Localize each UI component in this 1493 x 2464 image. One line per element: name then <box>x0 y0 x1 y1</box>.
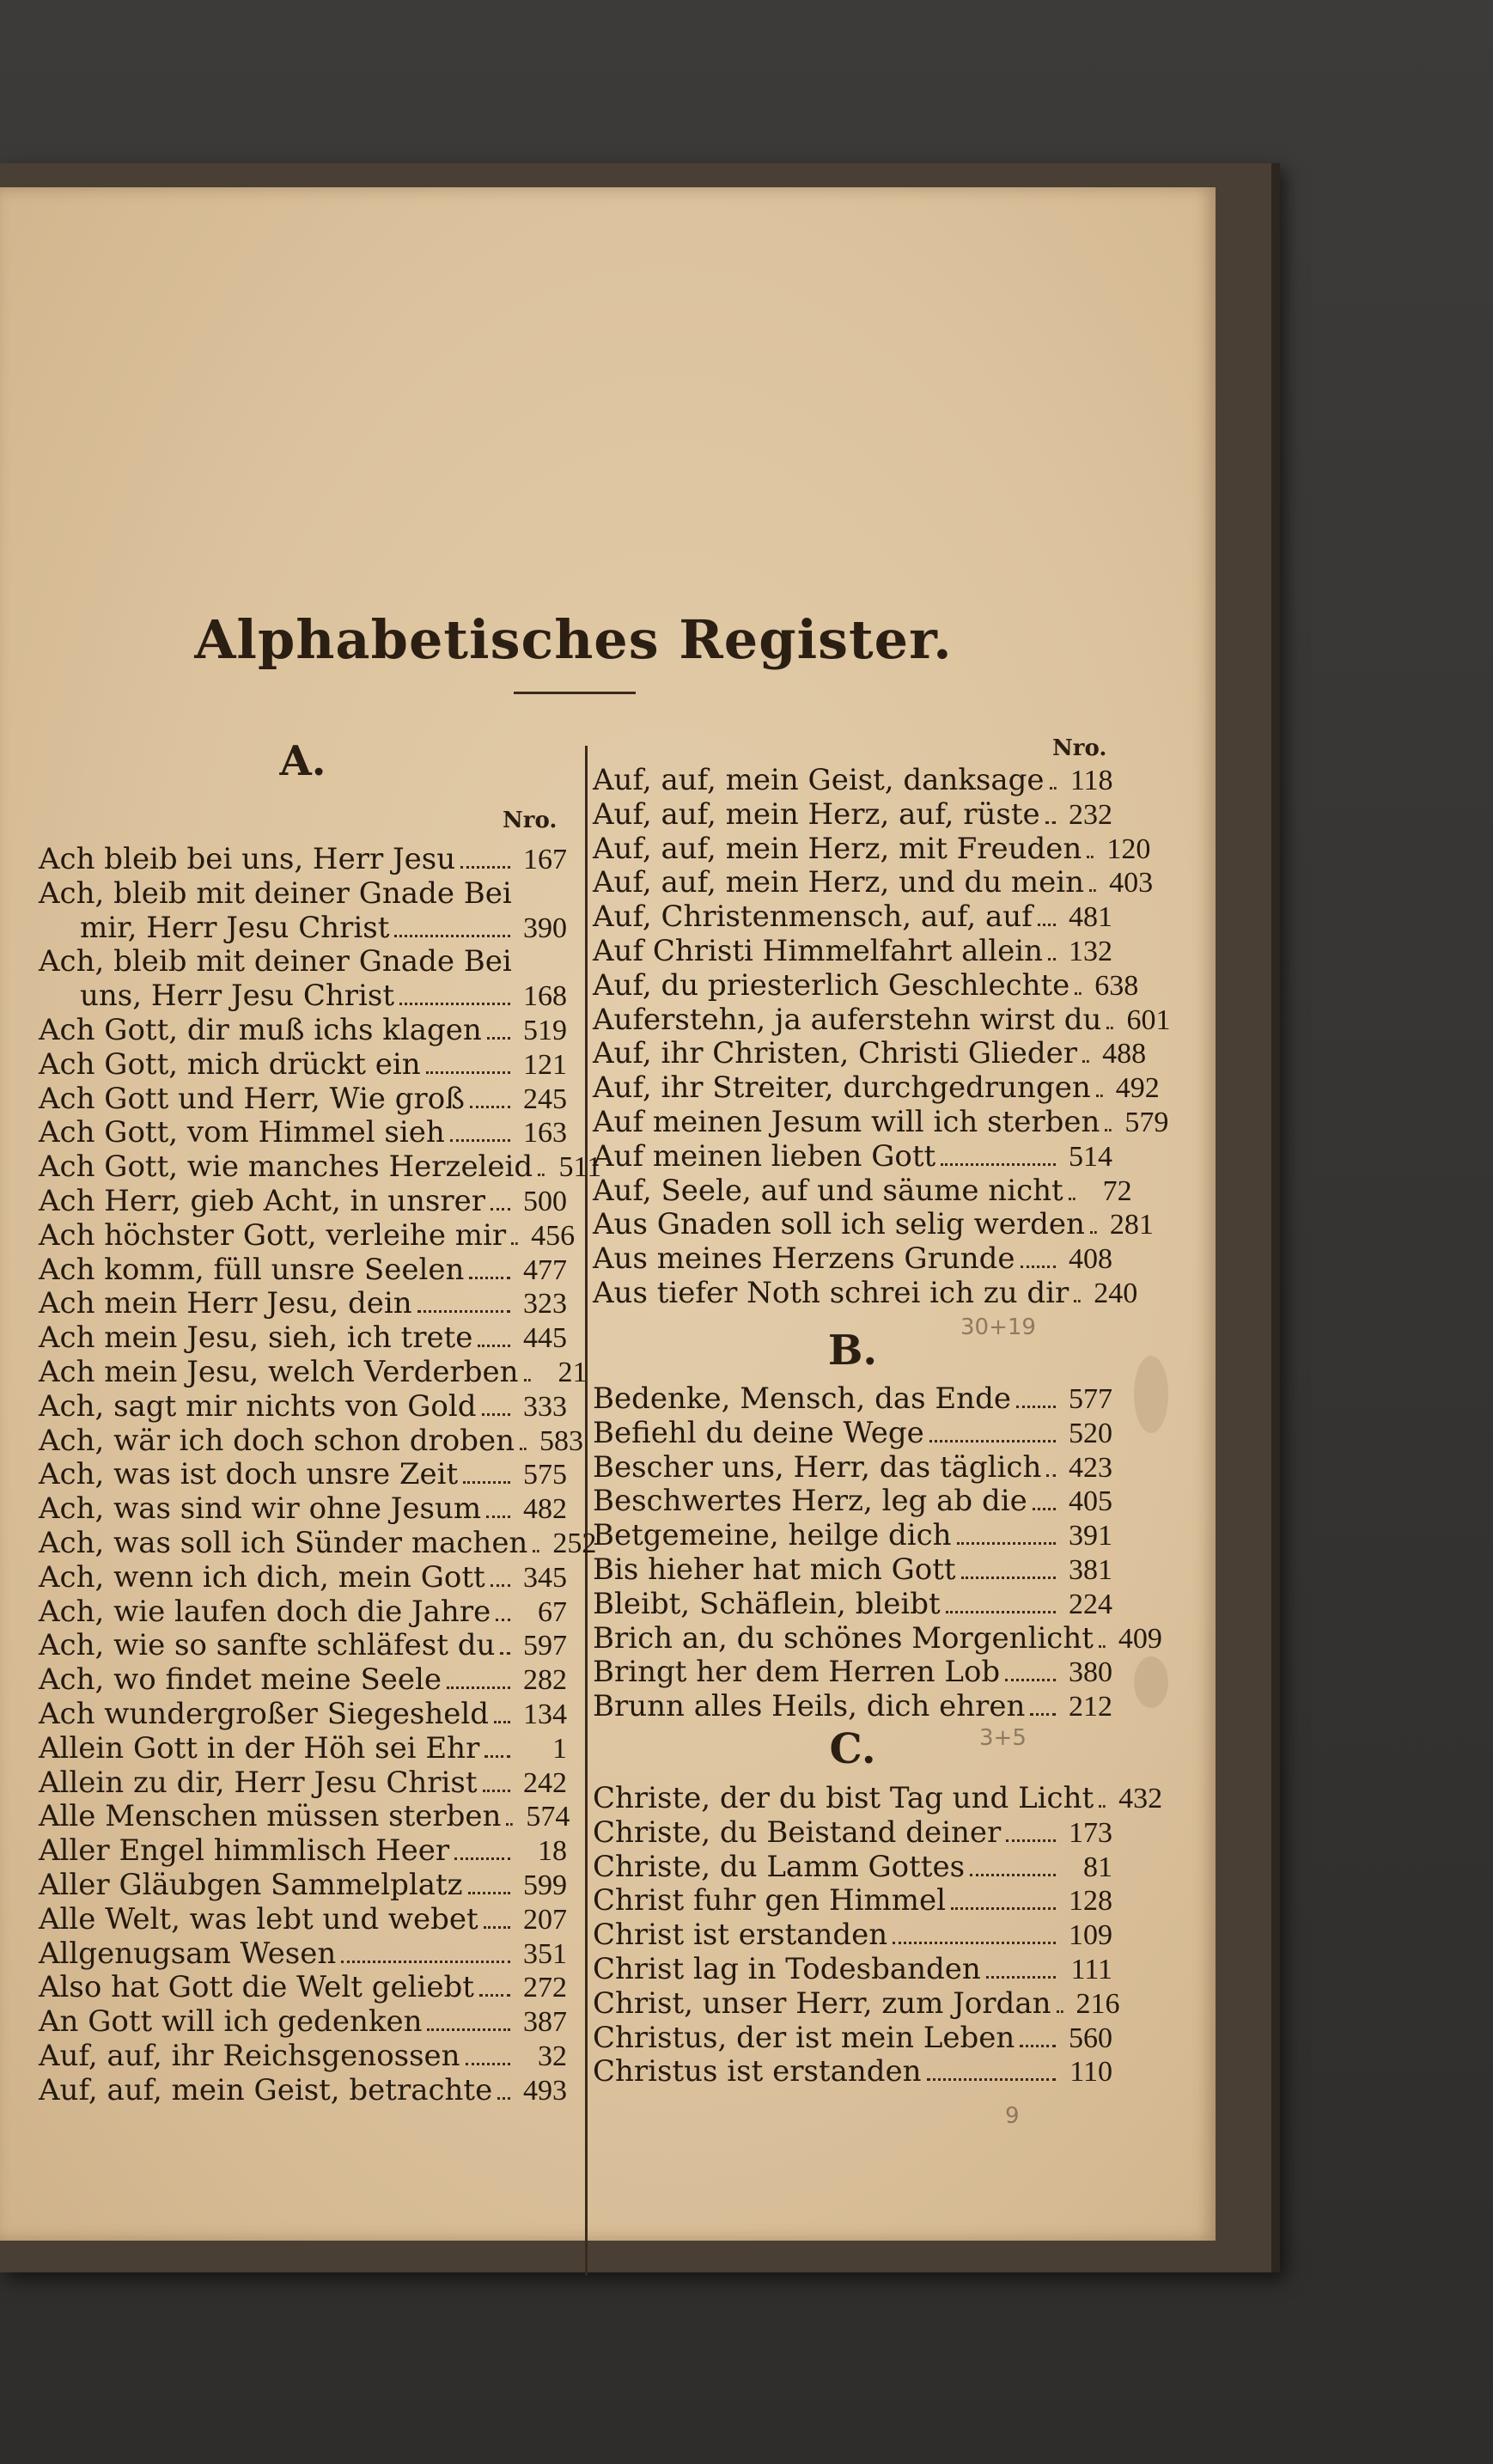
entry-number: 128 <box>1069 1885 1112 1918</box>
entry-number: 432 <box>1118 1783 1163 1814</box>
entry-title: Auf, auf, mein Geist, danksage <box>593 763 1045 797</box>
leader-dots <box>486 1516 510 1518</box>
entry-title: Christe, du Beistand deiner <box>593 1814 1002 1850</box>
leader-dots <box>479 1994 510 1997</box>
index-entry <box>593 1655 1112 1689</box>
leader-dots <box>494 1721 510 1723</box>
leader-dots <box>463 1481 510 1484</box>
entry-number: 118 <box>1069 765 1113 796</box>
entry-title: Auf, du priesterlich Geschlechte <box>593 967 1070 1003</box>
entry-title: Allgenugsam Wesen <box>39 1936 337 1971</box>
index-entry <box>593 1620 1162 1656</box>
entry-title: Ach, wie laufen doch die Jahre <box>39 1594 491 1629</box>
entry-number: 111 <box>1070 1954 1112 1985</box>
entry-number: 242 <box>523 1766 567 1799</box>
entry-number: 481 <box>1069 901 1112 934</box>
entry-number: 132 <box>1069 936 1112 967</box>
index-entry <box>39 1115 567 1150</box>
index-entry <box>593 1815 1112 1850</box>
entry-number: 387 <box>523 2006 567 2039</box>
entry-number: 18 <box>538 1835 567 1868</box>
entry-title: Auf, ihr Streiter, durchgedrungen <box>593 1070 1091 1106</box>
entry-number: 560 <box>1069 2022 1112 2054</box>
entry-title: Aller Engel himmlisch Heer <box>39 1833 450 1869</box>
entry-title: Ach Gott, dir muß ichs klagen <box>39 1013 482 1047</box>
leader-dots <box>454 1857 510 1860</box>
index-entry <box>39 1526 597 1560</box>
leader-dots <box>496 1619 510 1621</box>
entry-number: 520 <box>1069 1417 1112 1449</box>
entry-number: 245 <box>523 1083 567 1115</box>
index-entry <box>39 1799 570 1834</box>
entry-title: Ach, bleib mit deiner Gnade Bei <box>39 875 512 911</box>
entry-title: Ach mein Jesu, welch Verderben <box>39 1355 519 1389</box>
entry-title: Aus tiefer Noth schrei ich zu dir <box>593 1276 1069 1310</box>
entry-number: 351 <box>523 1937 567 1970</box>
index-entry <box>593 1105 1169 1139</box>
index-entry <box>593 1552 1112 1587</box>
entry-title: Christ lag in Todesbanden <box>593 1952 981 1986</box>
index-entry <box>593 1450 1112 1485</box>
index-entry <box>593 900 1112 934</box>
entry-number: 67 <box>538 1595 567 1628</box>
leader-dots <box>1050 787 1057 790</box>
entry-title: Befiehl du deine Wege <box>593 1415 924 1450</box>
leader-dots <box>484 1755 510 1758</box>
entry-title: Alle Menschen müssen sterben <box>39 1799 502 1834</box>
entry-number: 121 <box>523 1048 567 1081</box>
index-entry <box>39 1766 567 1800</box>
index-entry <box>593 831 1151 866</box>
leader-dots <box>468 1892 510 1894</box>
entry-number: 391 <box>1069 1520 1112 1552</box>
index-entry <box>39 1423 583 1458</box>
entry-title: Ach, wär ich doch schon droben <box>39 1423 515 1458</box>
index-entry <box>39 1662 567 1697</box>
entry-title: Allein zu dir, Herr Jesu Christ <box>39 1765 478 1800</box>
entry-title: Auf, auf, mein Herz, auf, rüste <box>593 796 1040 832</box>
entry-number: 500 <box>523 1186 567 1217</box>
index-entry <box>39 1047 567 1082</box>
section-letter-a: A. <box>279 737 326 785</box>
leader-dots <box>484 1926 510 1929</box>
index-entry <box>39 1184 567 1218</box>
leader-dots <box>538 1174 545 1176</box>
entry-number: 252 <box>552 1528 597 1559</box>
index-entry <box>593 797 1112 832</box>
index-entry <box>39 979 567 1013</box>
index-entry <box>593 1689 1112 1723</box>
entry-number: 212 <box>1069 1691 1112 1723</box>
entry-title: Auf, Seele, auf und säume nicht <box>593 1173 1063 1208</box>
entry-title: Auf Christi Himmelfahrt allein <box>593 934 1044 968</box>
index-entry <box>39 1150 602 1185</box>
entry-title: Auf, auf, mein Herz, mit Freuden <box>593 831 1082 866</box>
index-entry <box>593 1883 1112 1918</box>
leader-dots <box>1106 1027 1113 1029</box>
entry-number: 21 <box>558 1357 588 1388</box>
leader-dots <box>1006 1839 1056 1842</box>
entry-title: Aus Gnaden soll ich selig werden <box>593 1207 1085 1242</box>
entry-number: 272 <box>523 1972 567 2004</box>
entry-title: Auf meinen lieben Gott <box>593 1138 936 1174</box>
entry-number: 601 <box>1126 1003 1171 1036</box>
entry-title: Ach höchster Gott, verleihe mir <box>39 1217 507 1253</box>
leader-dots <box>1069 1198 1076 1200</box>
index-entry <box>593 865 1154 900</box>
index-entry <box>39 1833 567 1868</box>
entry-number: 390 <box>523 912 567 944</box>
entry-title: Ach, was sind wir ohne Jesum <box>39 1491 482 1527</box>
entry-title: Ach, sagt mir nichts von Gold <box>39 1388 477 1424</box>
entry-title: Brunn alles Heils, dich ehren <box>593 1689 1026 1724</box>
leader-dots <box>1082 1060 1089 1063</box>
entry-number: 1 <box>552 1732 567 1765</box>
entry-title: Brich an, du schönes Morgenlicht <box>593 1620 1094 1656</box>
entry-number: 456 <box>531 1219 576 1252</box>
entry-title: Bedenke, Mensch, das Ende <box>593 1381 1011 1416</box>
index-entry <box>39 2004 567 2039</box>
leader-dots <box>986 1976 1056 1979</box>
entry-title: Auf, ihr Christen, Christi Glieder <box>593 1036 1078 1071</box>
leader-dots <box>957 1542 1056 1545</box>
entry-number: 477 <box>523 1253 567 1286</box>
index-entry <box>593 1276 1138 1310</box>
entry-number: 109 <box>1069 1919 1112 1952</box>
leader-dots <box>341 1961 510 1963</box>
entry-title: Auf meinen Jesum will ich sterben <box>593 1105 1100 1139</box>
entry-title: Bringt her dem Herren Lob <box>593 1655 1001 1690</box>
index-entry <box>39 1082 567 1116</box>
leader-dots <box>460 866 510 869</box>
entry-title: Beschwertes Herz, leg ab die <box>593 1484 1027 1519</box>
leader-dots <box>524 1379 531 1381</box>
leader-dots <box>491 1208 510 1211</box>
page-title: Alphabetisches Register. <box>194 608 953 671</box>
index-entry <box>39 1355 588 1389</box>
entry-title: Betgemeine, heilge dich <box>593 1518 952 1553</box>
leader-dots <box>1087 856 1094 858</box>
entry-title: Bescher uns, Herr, das täglich <box>593 1449 1042 1485</box>
entry-title: Auf, Christenmensch, auf, auf <box>593 900 1033 935</box>
entry-title: Auferstehn, ja auferstehn wirst du <box>593 1002 1102 1037</box>
entry-number: 224 <box>1069 1588 1112 1620</box>
entry-number: 423 <box>1069 1451 1112 1484</box>
index-entry <box>593 763 1112 797</box>
entry-title: Bis hieher hat mich Gott <box>593 1552 956 1587</box>
index-entry <box>593 1518 1112 1552</box>
entry-number: 514 <box>1069 1140 1112 1173</box>
index-entry <box>39 1286 567 1320</box>
leader-dots <box>497 2097 510 2100</box>
entry-title: Ach, was soll ich Sünder machen <box>39 1526 528 1560</box>
index-entry <box>593 1139 1112 1174</box>
leader-dots <box>1099 1805 1106 1808</box>
leader-dots <box>1096 1095 1103 1097</box>
section-letter-c: C. <box>829 1725 876 1773</box>
entry-number: 488 <box>1102 1038 1147 1070</box>
entry-number: 163 <box>523 1117 567 1150</box>
section-letter-b: B. <box>827 1327 878 1375</box>
entry-number: 323 <box>523 1288 567 1320</box>
entry-number: 493 <box>523 2074 567 2107</box>
page-wear-mark <box>1134 1356 1168 1433</box>
index-entry <box>39 1217 576 1253</box>
entry-number: 281 <box>1109 1209 1154 1241</box>
index-entry <box>39 2039 567 2073</box>
index-entry <box>39 1389 567 1424</box>
entry-title: uns, Herr Jesu Christ <box>80 979 394 1014</box>
entry-number: 519 <box>523 1015 567 1046</box>
leader-dots <box>1046 1474 1056 1477</box>
index-entry <box>39 1936 567 1971</box>
page-wear-mark <box>1134 1656 1168 1708</box>
index-entry <box>593 1484 1112 1518</box>
leader-dots <box>1074 1300 1081 1302</box>
entry-title: Ach, wie so sanfte schläfest du <box>39 1628 496 1663</box>
entry-title: Ach mein Jesu, sieh, ich trete <box>39 1320 473 1356</box>
entry-number: 232 <box>1069 798 1112 831</box>
index-entry <box>593 1416 1112 1450</box>
leader-dots <box>929 1440 1056 1442</box>
leader-dots <box>469 1277 510 1279</box>
leader-dots <box>520 1448 527 1450</box>
entry-title: Christ fuhr gen Himmel <box>593 1883 946 1918</box>
entry-number: 574 <box>526 1801 570 1833</box>
entry-number: 120 <box>1106 833 1151 865</box>
entry-number: 575 <box>523 1459 567 1491</box>
entry-number: 240 <box>1094 1278 1138 1309</box>
leader-dots <box>1045 821 1056 824</box>
entry-title: Christ, unser Herr, zum Jordan <box>593 1985 1051 2021</box>
index-entry <box>39 1491 567 1526</box>
entry-number: 445 <box>523 1322 567 1355</box>
index-entry <box>39 1970 567 2004</box>
leader-dots <box>500 1652 510 1655</box>
index-entry <box>39 1868 567 1902</box>
entry-number: 207 <box>523 1903 567 1936</box>
book-page <box>0 187 1216 2241</box>
index-entry <box>39 944 567 979</box>
entry-number: 405 <box>1069 1485 1112 1518</box>
leader-dots <box>951 1907 1056 1910</box>
leader-dots <box>1099 1645 1106 1648</box>
entry-title: Also hat Gott die Welt geliebt <box>39 1970 474 2005</box>
leader-dots <box>1105 1129 1112 1131</box>
entry-number: 380 <box>1069 1656 1112 1689</box>
entry-number: 81 <box>1083 1851 1112 1883</box>
index-entry <box>593 2021 1112 2055</box>
entry-title: Alle Welt, was lebt und webet <box>39 1901 478 1936</box>
leader-dots <box>1030 1713 1056 1716</box>
leader-dots <box>466 2063 510 2065</box>
pencil-annotation: 3+5 <box>979 1725 1027 1751</box>
leader-dots <box>478 1345 510 1347</box>
entry-number: 110 <box>1069 2056 1112 2089</box>
leader-dots <box>427 2028 510 2031</box>
entry-title: An Gott will ich gedenken <box>39 2004 423 2040</box>
leader-dots <box>1021 1266 1056 1268</box>
index-entry <box>39 1595 567 1629</box>
leader-dots <box>893 1942 1056 1944</box>
entry-title: Christe, du Lamm Gottes <box>593 1849 966 1884</box>
index-entry <box>593 1850 1112 1884</box>
entry-title: Ach komm, füll unsre Seelen <box>39 1252 465 1287</box>
entry-number: 168 <box>523 980 567 1013</box>
pencil-annotation: 30+19 <box>960 1314 1036 1340</box>
entry-number: 167 <box>523 844 567 875</box>
entry-title: Bleibt, Schäflein, bleibt <box>593 1586 941 1621</box>
leader-dots <box>511 1242 518 1245</box>
leader-dots <box>394 935 510 937</box>
entry-number: 408 <box>1069 1243 1112 1276</box>
leader-dots <box>482 1413 510 1416</box>
entry-title: Auf, auf, mein Geist, betrachte <box>39 2072 493 2107</box>
entry-number: 579 <box>1124 1107 1169 1138</box>
index-entry <box>593 1241 1112 1276</box>
entry-number: 333 <box>523 1390 567 1423</box>
entry-number: 345 <box>523 1561 567 1594</box>
index-entry <box>39 1457 567 1491</box>
entry-title: Ach wundergroßer Siegesheld <box>39 1697 489 1731</box>
entry-number: 409 <box>1118 1622 1162 1655</box>
entry-number: 583 <box>539 1424 583 1457</box>
entry-title: Ach Gott und Herr, Wie groß <box>39 1081 465 1116</box>
entry-number: 482 <box>523 1493 567 1526</box>
index-entry <box>39 1902 567 1936</box>
index-entry <box>593 1587 1112 1621</box>
index-entry <box>593 967 1139 1003</box>
leader-dots <box>447 1686 510 1689</box>
leader-dots <box>450 1139 510 1142</box>
index-entry <box>39 911 567 945</box>
leader-dots <box>1075 992 1082 995</box>
leader-dots <box>491 1584 510 1587</box>
leader-dots <box>1033 1508 1056 1510</box>
entry-title: Aus meines Herzens Grunde <box>593 1241 1015 1277</box>
entry-number: 381 <box>1069 1554 1112 1586</box>
leader-dots <box>927 2078 1056 2081</box>
entry-number: 597 <box>523 1630 567 1662</box>
entry-title: Ach bleib bei uns, Herr Jesu <box>39 842 456 876</box>
entry-number: 32 <box>538 2040 567 2072</box>
index-entry <box>593 1036 1147 1071</box>
index-entry <box>593 2054 1112 2089</box>
index-entry <box>39 2073 567 2107</box>
entry-title: Christ ist erstanden <box>593 1918 888 1953</box>
entry-title: Ach Gott, vom Himmel sieh <box>39 1115 445 1150</box>
index-entry <box>39 1697 567 1731</box>
entry-number: 134 <box>523 1699 567 1730</box>
leader-dots <box>1020 2045 1056 2047</box>
index-entry <box>39 842 567 876</box>
entry-title: mir, Herr Jesu Christ <box>80 910 390 945</box>
index-entry <box>593 1381 1112 1416</box>
index-entry <box>593 1952 1112 1986</box>
index-entry <box>39 1560 567 1595</box>
leader-dots <box>970 1874 1056 1876</box>
leader-dots <box>506 1823 513 1826</box>
index-entry <box>593 1173 1132 1208</box>
leader-dots <box>1089 889 1096 892</box>
entry-title: Christus, der ist mein Leben <box>593 2020 1015 2055</box>
index-entry <box>593 934 1112 968</box>
entry-number: 638 <box>1094 969 1139 1002</box>
entry-title: Christus ist erstanden <box>593 2054 922 2089</box>
entry-title: Aller Gläubgen Sammelplatz <box>39 1868 463 1902</box>
entry-number: 282 <box>523 1664 567 1697</box>
index-entry <box>39 1628 567 1662</box>
nro-label: Nro. <box>1052 735 1107 761</box>
entry-number: 492 <box>1115 1072 1160 1105</box>
index-entry <box>593 1002 1171 1037</box>
entry-title: Ach, bleib mit deiner Gnade Bei <box>39 944 512 979</box>
index-entry <box>39 1253 567 1287</box>
entry-number: 72 <box>1102 1174 1132 1207</box>
index-entry <box>39 1731 567 1766</box>
pencil-annotation: 9 <box>1005 2103 1020 2129</box>
leader-dots <box>1005 1679 1056 1681</box>
entry-title: Allein Gott in der Höh sei Ehr <box>39 1730 480 1766</box>
leader-dots <box>1048 958 1056 961</box>
entry-number: 577 <box>1069 1383 1112 1415</box>
entry-title: Auf, auf, ihr Reichsgenossen <box>39 2039 460 2073</box>
index-entry <box>593 1070 1160 1106</box>
nro-label: Nro. <box>503 808 558 833</box>
entry-number: 216 <box>1076 1987 1120 2020</box>
index-entry <box>593 1918 1112 1952</box>
column-divider <box>585 746 588 2275</box>
entry-title: Ach, was ist doch unsre Zeit <box>39 1457 459 1492</box>
leader-dots <box>1038 924 1056 926</box>
entry-number: 173 <box>1069 1816 1112 1849</box>
entry-title: Ach, wenn ich dich, mein Gott <box>39 1559 485 1595</box>
index-entry <box>593 1985 1120 2021</box>
entry-number: 511 <box>558 1151 602 1184</box>
index-entry <box>593 1207 1154 1242</box>
leader-dots <box>426 1071 510 1074</box>
entry-title: Auf, auf, mein Herz, und du mein <box>593 865 1085 900</box>
entry-number: 403 <box>1109 867 1154 900</box>
leader-dots <box>470 1106 510 1108</box>
leader-dots <box>487 1037 510 1040</box>
index-entry <box>39 876 567 911</box>
entry-title: Ach Gott, mich drückt ein <box>39 1046 421 1082</box>
leader-dots <box>1057 2010 1063 2013</box>
entry-title: Ach Herr, gieb Acht, in unsrer <box>39 1184 486 1218</box>
entry-title: Christe, der du bist Tag und Licht <box>593 1781 1094 1815</box>
leader-dots <box>946 1611 1056 1613</box>
leader-dots <box>417 1310 510 1313</box>
leader-dots <box>941 1163 1056 1166</box>
leader-dots <box>399 1003 510 1005</box>
index-entry <box>39 1013 567 1047</box>
index-entry <box>39 1320 567 1355</box>
entry-title: Ach mein Herr Jesu, dein <box>39 1286 412 1321</box>
leader-dots <box>483 1790 510 1792</box>
leader-dots <box>961 1577 1056 1579</box>
index-entry <box>593 1781 1163 1815</box>
entry-title: Ach, wo findet meine Seele <box>39 1662 442 1698</box>
leader-dots <box>533 1550 539 1552</box>
leader-dots <box>1090 1231 1097 1234</box>
entry-number: 599 <box>523 1869 567 1901</box>
title-rule <box>514 692 636 694</box>
leader-dots <box>1016 1406 1056 1408</box>
entry-title: Ach Gott, wie manches Herzeleid <box>39 1150 533 1185</box>
